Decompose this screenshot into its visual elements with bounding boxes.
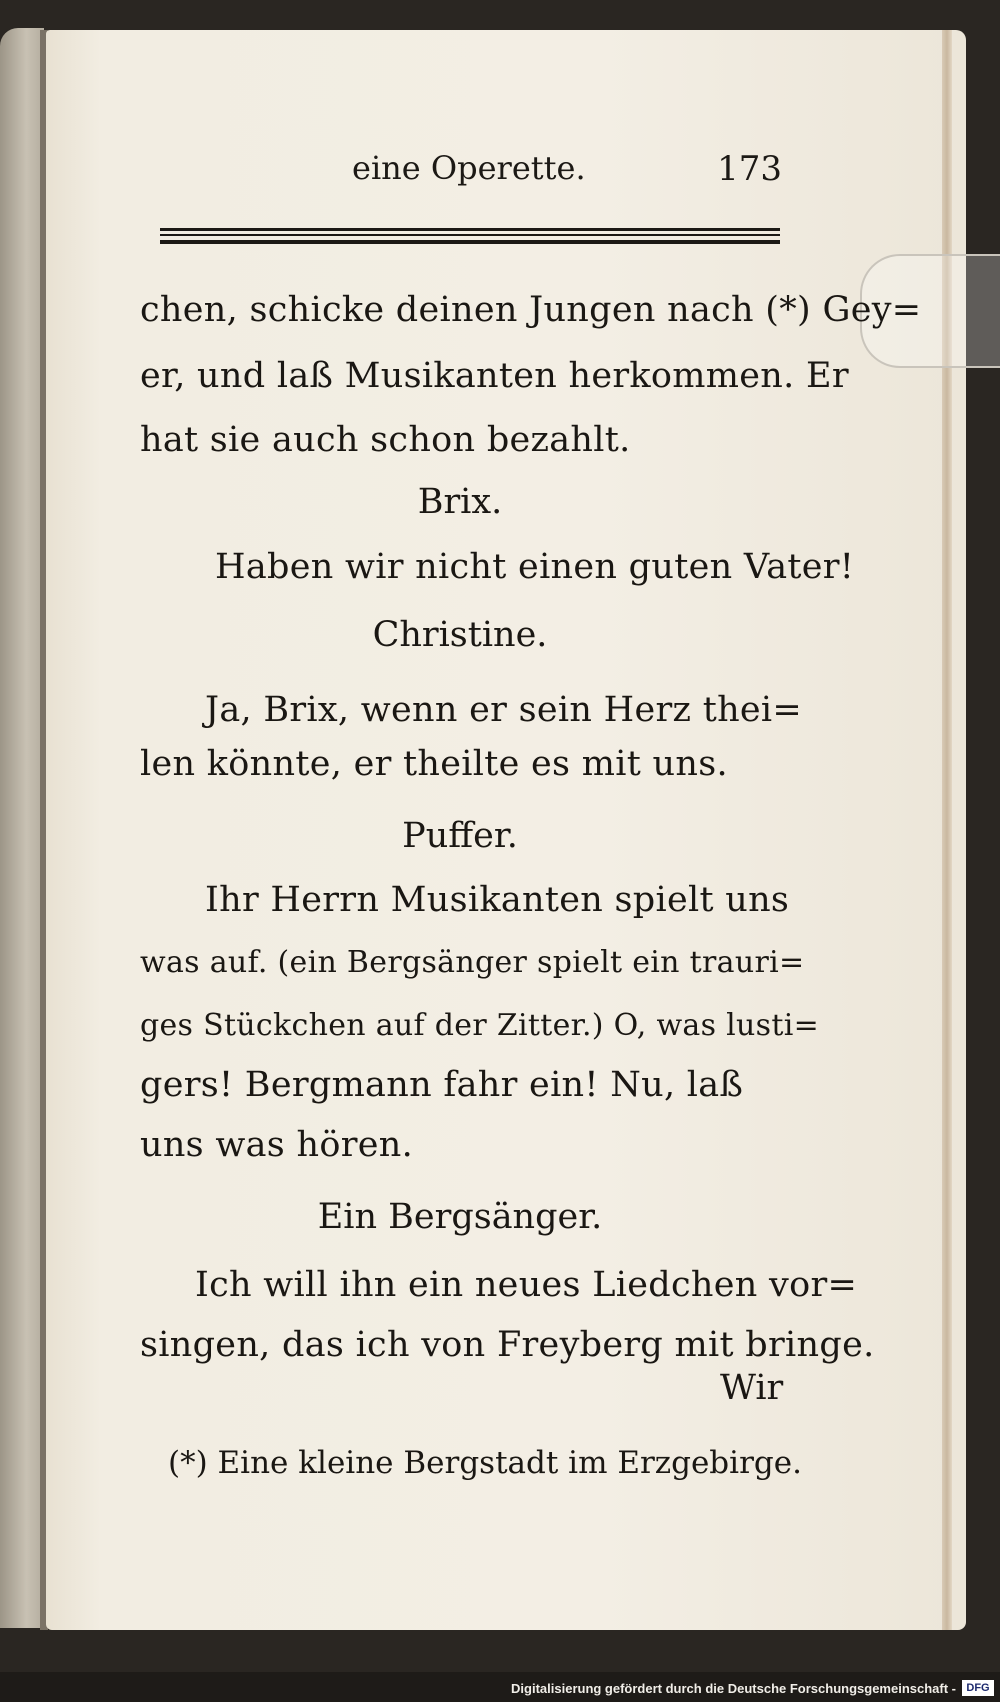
text-line: Ja, Brix, wenn er sein Herz thei= — [205, 690, 803, 730]
header-rule — [160, 234, 780, 236]
speaker-name: Puffer. — [402, 816, 518, 856]
running-title: eine Operette. — [352, 149, 586, 187]
header-rule — [160, 240, 780, 244]
footnote: (*) Eine kleine Bergstadt im Erzgebirge. — [168, 1445, 802, 1481]
text-line: chen, schicke deinen Jungen nach (*) Gey= — [140, 290, 922, 330]
text-line: hat sie auch schon bezahlt. — [140, 420, 631, 460]
speaker-name: Brix. — [417, 482, 503, 522]
text-line: uns was hören. — [140, 1125, 414, 1165]
text-line: Haben wir nicht einen guten Vater! — [215, 547, 855, 587]
facing-page-edge — [0, 28, 44, 1628]
running-header — [352, 145, 782, 195]
text-line: Ihr Herrn Musikanten spielt uns — [205, 880, 790, 920]
credit-bar — [0, 1672, 1000, 1702]
funding-credit: Digitalisierung gefördert durch die Deutsche Forschungsgemeinschaft - — [511, 1681, 956, 1696]
page-number: 173 — [717, 149, 782, 189]
text-line: er, und laß Musikanten herkommen. Er — [140, 356, 849, 396]
text-line: gers! Bergmann fahr ein! Nu, laß — [140, 1065, 744, 1105]
text-line: len könnte, er theilte es mit uns. — [140, 744, 728, 784]
catchword: Wir — [720, 1368, 784, 1408]
text-line: singen, das ich von Freyberg mit bringe. — [140, 1325, 875, 1365]
speaker-name: Ein Bergsänger. — [317, 1197, 603, 1237]
header-rule — [160, 228, 780, 231]
text-line: was auf. (ein Bergsänger spielt ein trauri= — [140, 945, 805, 980]
text-line: ges Stückchen auf der Zitter.) O, was lusti= — [140, 1008, 820, 1043]
text-line: Ich will ihn ein neues Liedchen vor= — [195, 1265, 858, 1305]
dfg-logo: DFG — [962, 1680, 994, 1696]
speaker-name: Christine. — [372, 615, 548, 655]
